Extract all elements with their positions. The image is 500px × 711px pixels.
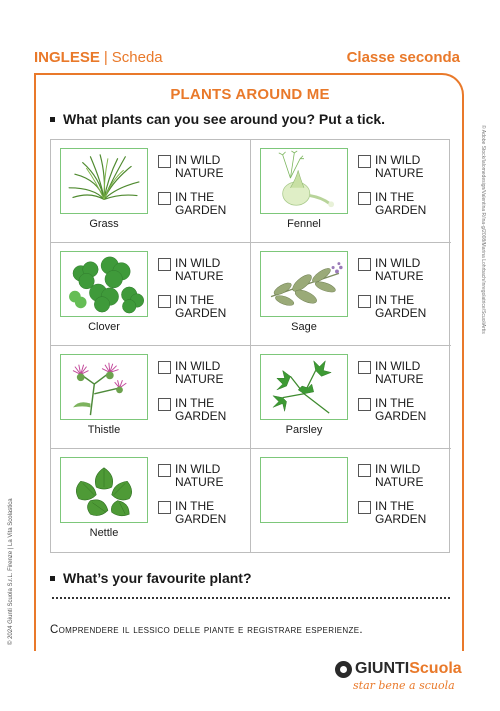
option-label: IN THE — [375, 293, 415, 307]
wild-nature-checkbox[interactable] — [358, 155, 371, 168]
clover-icon — [60, 251, 148, 317]
option-label: GARDEN — [175, 512, 227, 526]
wild-nature-checkbox[interactable] — [158, 464, 171, 477]
option-label: IN THE — [175, 293, 215, 307]
giunti-logo-icon — [335, 661, 352, 678]
option-label: IN WILD — [375, 462, 421, 476]
question-1 — [50, 111, 385, 127]
plant-name: Parsley — [285, 424, 323, 436]
parsley-icon — [260, 354, 348, 420]
plant-grid — [50, 139, 450, 553]
wild-nature-checkbox[interactable] — [158, 155, 171, 168]
option-label: NATURE — [175, 269, 224, 283]
plant-cell-nettle — [51, 449, 251, 552]
option-in-the-garden — [358, 500, 426, 526]
in-the-garden-checkbox[interactable] — [358, 192, 371, 205]
option-label: NATURE — [375, 372, 424, 386]
logo-text-giunti: GIUNTI — [355, 660, 410, 677]
wild-nature-checkbox[interactable] — [158, 258, 171, 271]
plant-name: Grass — [89, 218, 119, 230]
option-wild-nature — [158, 360, 223, 386]
learning-objective: Comprendere il lessico delle piante e registrare esperienze. — [50, 624, 363, 636]
plant-name: Sage — [291, 321, 317, 333]
subject-label: INGLESE — [34, 48, 100, 66]
fennel-icon — [260, 148, 348, 214]
option-label: IN WILD — [375, 359, 421, 373]
plant-name: Fennel — [287, 218, 321, 230]
option-in-the-garden — [158, 294, 226, 320]
sage-icon — [260, 251, 348, 317]
in-the-garden-checkbox[interactable] — [358, 398, 371, 411]
option-in-the-garden — [358, 294, 426, 320]
logo-tagline: star bene a scuola — [353, 679, 455, 692]
option-label: GARDEN — [175, 409, 227, 423]
plant-cell-sage — [251, 243, 451, 346]
option-label: NATURE — [375, 475, 424, 489]
publisher-logo — [335, 660, 475, 692]
option-wild-nature — [158, 154, 223, 180]
option-wild-nature — [358, 257, 423, 283]
option-wild-nature — [358, 154, 423, 180]
answer-line[interactable] — [52, 597, 450, 599]
option-label: NATURE — [175, 475, 224, 489]
plant-cell-parsley — [251, 346, 451, 449]
logo-text-scuola: Scuola — [409, 660, 462, 677]
bullet-icon — [50, 576, 55, 581]
option-label: NATURE — [175, 372, 224, 386]
option-in-the-garden — [158, 191, 226, 217]
option-in-the-garden — [158, 397, 226, 423]
in-the-garden-checkbox[interactable] — [358, 501, 371, 514]
option-label: GARDEN — [175, 306, 227, 320]
option-label: IN WILD — [175, 359, 221, 373]
option-in-the-garden — [158, 500, 226, 526]
option-label: GARDEN — [375, 512, 427, 526]
option-label: IN WILD — [175, 153, 221, 167]
in-the-garden-checkbox[interactable] — [158, 295, 171, 308]
nettle-icon — [60, 457, 148, 523]
copyright-note: © 2024 Giunti Scuola S.r.L. Firenze | La Vita Scolastica — [8, 498, 14, 645]
option-label: IN THE — [375, 396, 415, 410]
wild-nature-checkbox[interactable] — [358, 464, 371, 477]
sheet-label: Scheda — [111, 48, 163, 66]
option-label: IN WILD — [175, 256, 221, 270]
class-label: Classe seconda — [346, 48, 460, 66]
in-the-garden-checkbox[interactable] — [158, 192, 171, 205]
option-wild-nature — [358, 360, 423, 386]
option-label: IN THE — [175, 499, 215, 513]
image-credits: © Adobe Stock/Ialomedesign/Valentina R/ina-g/2008/Marina Lohrbach/inregolatrice/ScuoliArtis — [480, 125, 486, 334]
option-label: GARDEN — [375, 306, 427, 320]
page-header — [34, 46, 460, 68]
plant-name: Nettle — [89, 527, 119, 539]
header-separator: | — [103, 48, 108, 66]
option-label: NATURE — [375, 166, 424, 180]
option-label: IN THE — [375, 499, 415, 513]
empty-picture-frame[interactable] — [260, 457, 348, 523]
plant-name: Thistle — [87, 424, 121, 436]
option-label: IN THE — [375, 190, 415, 204]
worksheet-title: PLANTS AROUND ME — [170, 86, 330, 103]
option-wild-nature — [158, 257, 223, 283]
option-label: IN WILD — [375, 153, 421, 167]
option-label: NATURE — [375, 269, 424, 283]
option-label: IN WILD — [375, 256, 421, 270]
question-2 — [50, 570, 252, 586]
option-label: GARDEN — [175, 203, 227, 217]
option-in-the-garden — [358, 397, 426, 423]
wild-nature-checkbox[interactable] — [358, 361, 371, 374]
plant-cell-fennel — [251, 140, 451, 243]
plant-cell-thistle — [51, 346, 251, 449]
option-label: GARDEN — [375, 203, 427, 217]
question-2-text: What’s your favourite plant? — [63, 570, 252, 586]
plant-cell-empty — [251, 449, 451, 552]
plant-cell-clover — [51, 243, 251, 346]
option-label: GARDEN — [375, 409, 427, 423]
in-the-garden-checkbox[interactable] — [358, 295, 371, 308]
option-wild-nature — [358, 463, 423, 489]
plant-cell-grass — [51, 140, 251, 243]
thistle-icon — [60, 354, 148, 420]
bullet-icon — [50, 117, 55, 122]
plant-name: Clover — [88, 321, 120, 333]
header-left — [34, 49, 163, 66]
question-1-text: What plants can you see around you? Put a tick. — [63, 111, 386, 127]
option-label: IN THE — [175, 396, 215, 410]
wild-nature-checkbox[interactable] — [158, 361, 171, 374]
wild-nature-checkbox[interactable] — [358, 258, 371, 271]
option-label: NATURE — [175, 166, 224, 180]
option-in-the-garden — [358, 191, 426, 217]
in-the-garden-checkbox[interactable] — [158, 501, 171, 514]
option-label: IN THE — [175, 190, 215, 204]
option-wild-nature — [158, 463, 223, 489]
option-label: IN WILD — [175, 462, 221, 476]
in-the-garden-checkbox[interactable] — [158, 398, 171, 411]
grass-icon — [60, 148, 148, 214]
